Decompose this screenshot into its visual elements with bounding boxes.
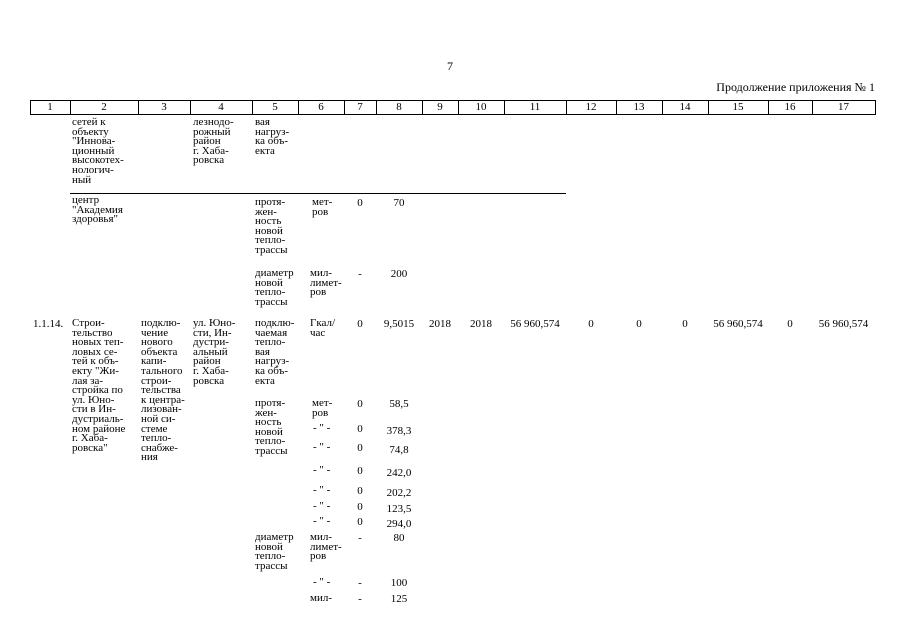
length-row-c7: 0 — [357, 465, 363, 477]
length-row-c7: 0 — [357, 442, 363, 454]
item-load-c7: 0 — [357, 318, 363, 330]
prev-length-c7: 0 — [357, 197, 363, 209]
header-cell-13: 13 — [633, 101, 645, 113]
item-address: ул. Юно- сти, Ин- дустри- альный район г. Хаба- ровска — [193, 317, 236, 387]
diameter-row-c7: - — [358, 593, 362, 605]
header-cell-4: 4 — [218, 101, 224, 113]
diameter-row-c7: - — [358, 532, 362, 544]
prev-diameter-c8: 200 — [390, 268, 408, 280]
item-purpose: подклю- чение нового объекта капи- тального строи- тельства к центра- лизован- ной си- стеме тепло- снабже- ния — [141, 317, 185, 464]
prev-object-name-cont: центр "Академия здоровья" — [72, 194, 123, 226]
header-cell-6: 6 — [318, 101, 324, 113]
length-row-unit: - " - — [313, 500, 331, 512]
item-c9: 2018 — [429, 318, 451, 330]
page-number: 7 — [447, 59, 453, 73]
prev-diameter-unit: мил- лимет- ров — [310, 267, 342, 299]
item-c15: 56 960,574 — [713, 318, 763, 330]
header-cell-16: 16 — [784, 101, 796, 113]
prev-address: лезнодо- рожный район г. Хаба- ровска — [193, 116, 234, 167]
length-row-unit: - " - — [313, 422, 331, 434]
item-load-label: подклю- чаемая тепло- вая нагруз- ка объ- екта — [255, 317, 295, 387]
item-name: Строи- тельство новых теп- ловых се- тей к объ- екту "Жи- лая за- стройка по ул. Юно- сти в Ин- дустриаль- ном районе г. Хаба- ровска" — [72, 317, 126, 454]
header-cell-1: 1 — [47, 101, 53, 113]
diameter-row-c8: 125 — [390, 593, 408, 605]
length-row-c8: 58,5 — [389, 398, 409, 410]
item-load-unit: Гкал/ час — [310, 317, 336, 339]
length-row-c8: 242,0 — [386, 467, 412, 479]
item-c16: 0 — [787, 318, 793, 330]
header-cell-14: 14 — [679, 101, 691, 113]
length-row-c8: 378,3 — [386, 425, 412, 437]
diameter-row-c8: 80 — [393, 532, 405, 544]
length-row-c8: 74,8 — [389, 444, 409, 456]
header-divider — [875, 100, 876, 115]
item-number: 1.1.14. — [33, 318, 64, 330]
diameter-row-unit: - " - — [313, 576, 331, 588]
length-row-c7: 0 — [357, 423, 363, 435]
length-row-c8: 294,0 — [386, 518, 412, 530]
diameter-row-c7: - — [358, 577, 362, 589]
diameter-row-unit: мил- — [310, 592, 332, 604]
length-row-unit: мет- ров — [312, 397, 333, 419]
prev-length-unit: мет- ров — [312, 196, 333, 218]
item-diameter-label: диаметр новой тепло- трассы — [255, 531, 294, 572]
item-c12: 0 — [588, 318, 594, 330]
prev-diameter-label: диаметр новой тепло- трассы — [255, 267, 294, 308]
header-cell-15: 15 — [732, 101, 744, 113]
length-row-c7: 0 — [357, 485, 363, 497]
length-row-c7: 0 — [357, 398, 363, 410]
length-row-c8: 123,5 — [386, 503, 412, 515]
header-cell-5: 5 — [272, 101, 278, 113]
item-c14: 0 — [682, 318, 688, 330]
block-separator-rule — [70, 193, 566, 194]
header-cell-10: 10 — [475, 101, 487, 113]
length-row-c7: 0 — [357, 516, 363, 528]
diameter-row-c8: 100 — [390, 577, 408, 589]
length-row-c7: 0 — [357, 501, 363, 513]
header-cell-8: 8 — [396, 101, 402, 113]
prev-length-label: протя- жен- ность новой тепло- трассы — [255, 196, 288, 256]
header-cell-9: 9 — [437, 101, 443, 113]
length-row-unit: - " - — [313, 464, 331, 476]
diameter-row-unit: мил- лимет- ров — [310, 531, 342, 563]
header-cell-12: 12 — [585, 101, 597, 113]
length-row-unit: - " - — [313, 484, 331, 496]
continuation-label: Продолжение приложения № 1 — [716, 80, 875, 94]
header-cell-7: 7 — [357, 101, 363, 113]
header-cell-3: 3 — [161, 101, 167, 113]
header-cell-17: 17 — [838, 101, 849, 113]
item-c17: 56 960,574 — [818, 318, 869, 330]
header-cell-11: 11 — [529, 101, 541, 113]
item-c11: 56 960,574 — [510, 318, 560, 330]
header-cell-2: 2 — [101, 101, 107, 113]
item-c10: 2018 — [470, 318, 492, 330]
prev-diameter-c7: - — [358, 268, 362, 280]
length-row-c8: 202,2 — [386, 487, 412, 499]
prev-length-c8: 70 — [393, 197, 405, 209]
item-load-c8: 9,5015 — [383, 318, 415, 330]
prev-load-label: вая нагруз- ка объ- екта — [255, 116, 290, 157]
length-row-unit: - " - — [313, 441, 331, 453]
length-row-unit: - " - — [313, 515, 331, 527]
item-length-label: протя- жен- ность новой тепло- трассы — [255, 397, 288, 457]
item-c13: 0 — [636, 318, 642, 330]
header-bottom-rule — [30, 114, 875, 115]
prev-object-name: сетей к объекту "Иннова- ционный высокотех- нологич- ный — [72, 116, 124, 186]
